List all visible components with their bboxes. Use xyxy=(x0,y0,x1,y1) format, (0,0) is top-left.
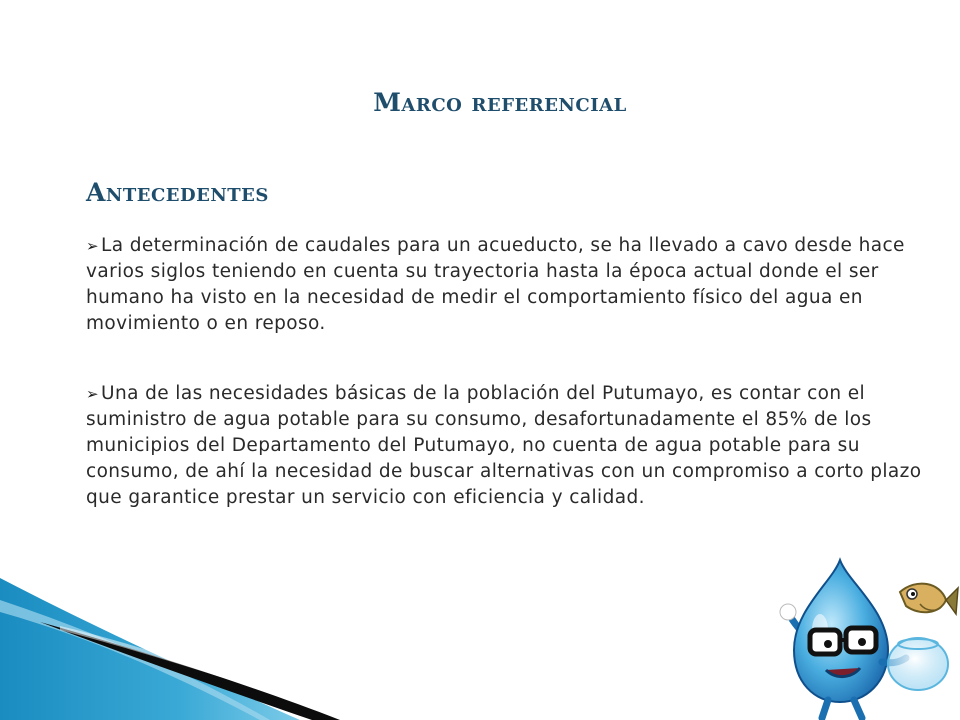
paragraph-2-text: Una de las necesidades básicas de la población del Putumayo, es contar con el suministro de agua potable para su consumo, desafortunadamente el 85% de los municipios del Departamento del Putumayo, no cuenta de agua potable para su consumo, de ahí la necesidad de buscar alternativas con un compromiso a corto plazo que garantice prestar un servicio con eficiencia y calidad. xyxy=(86,383,922,508)
paragraph-2 xyxy=(86,381,936,511)
arrow-bullet-icon: ➢ xyxy=(86,385,99,403)
section-heading: Antecedentes xyxy=(86,178,269,207)
paragraph-1-text: La determinación de caudales para un acueducto, se ha llevado a cavo desde hace varios siglos teniendo en cuenta su trayectoria hasta la época actual donde el ser humano ha visto en la necesidad de medir el comportamiento físico del agua en movimiento o en reposo. xyxy=(86,235,905,334)
water-drop-mascot-illustration xyxy=(770,552,960,720)
arrow-bullet-icon: ➢ xyxy=(86,237,99,255)
paragraph-1 xyxy=(86,233,936,337)
slide-title: Marco referencial xyxy=(373,88,627,117)
